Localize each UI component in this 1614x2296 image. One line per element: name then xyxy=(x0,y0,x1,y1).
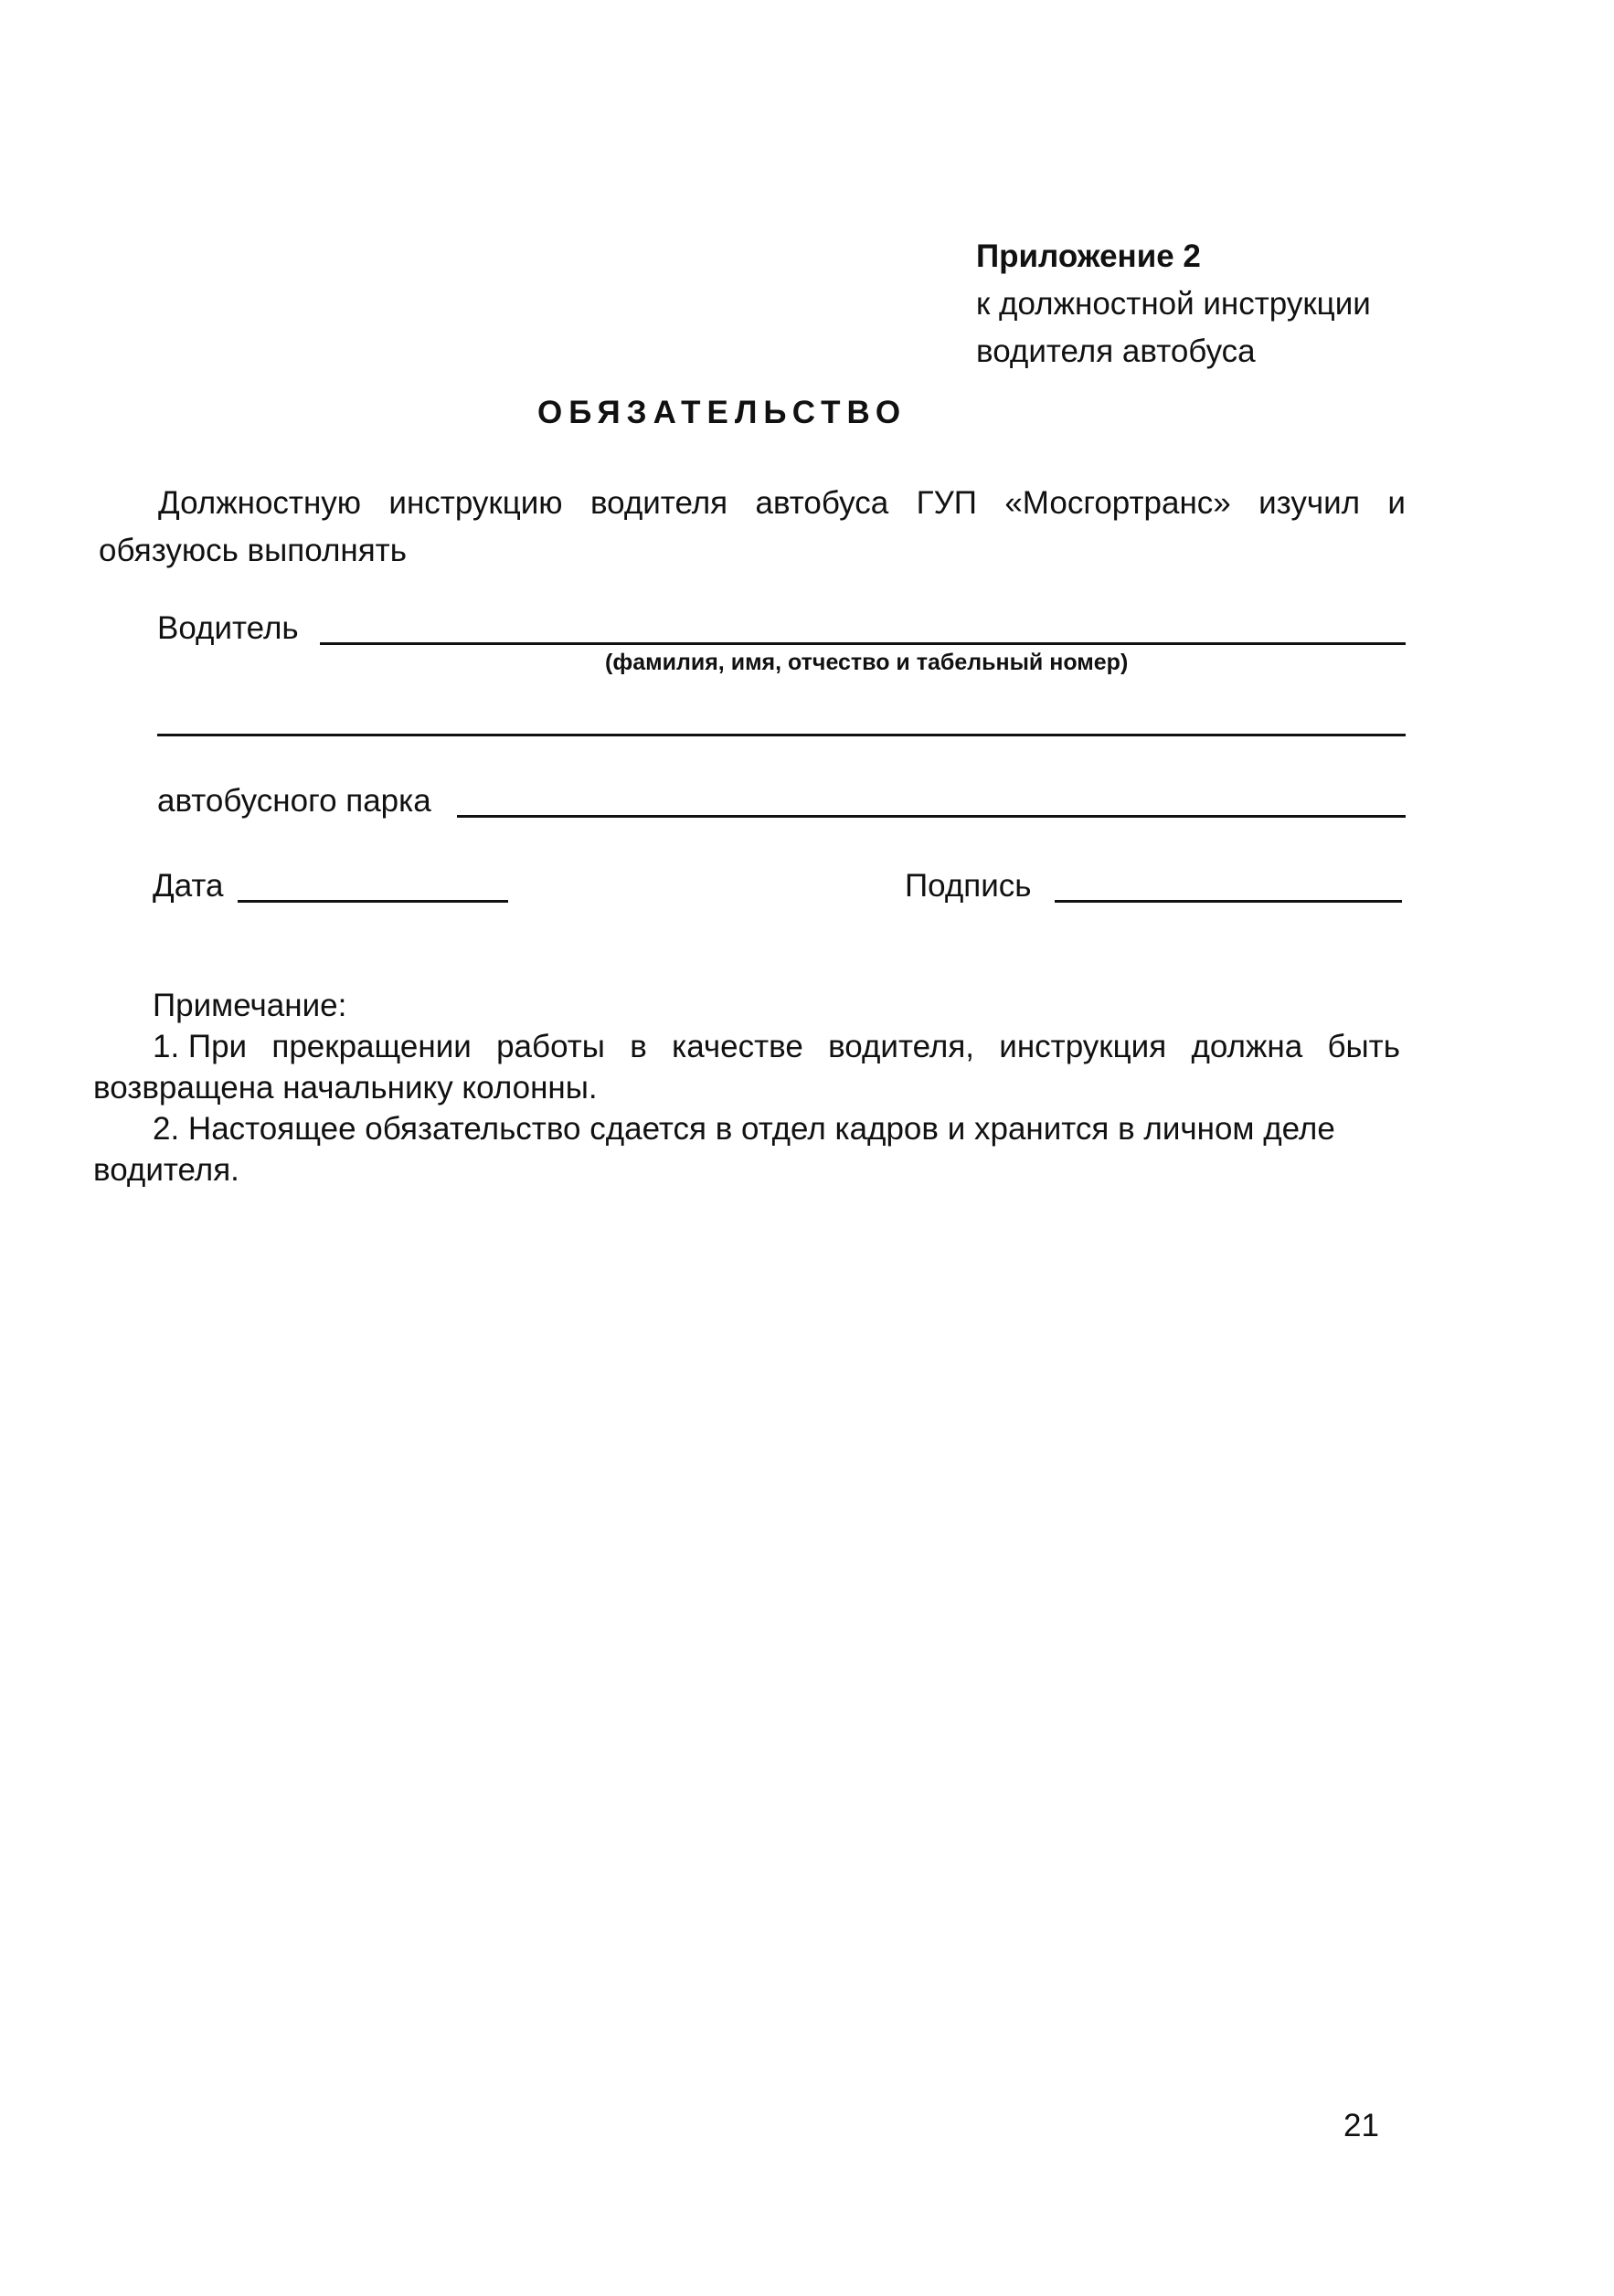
note-2-line-1: 2. Настоящее обязательство сдается в отдел кадров и хранится в личном деле xyxy=(153,1111,1335,1147)
note-word: 1. При xyxy=(153,1029,248,1064)
driver-label: Водитель xyxy=(157,610,299,646)
note-2-line-2: водителя. xyxy=(93,1152,239,1188)
note-word: в xyxy=(630,1029,647,1064)
page-number: 21 xyxy=(1343,2108,1379,2143)
intro-paragraph xyxy=(99,480,1406,575)
intro-word: изучил xyxy=(1258,485,1361,521)
note-word: должна xyxy=(1191,1029,1303,1064)
driver-continuation-line[interactable] xyxy=(157,734,1406,736)
appendix-line-2: водителя автобуса xyxy=(976,333,1256,369)
park-line[interactable] xyxy=(457,815,1406,818)
date-label: Дата xyxy=(153,868,224,904)
appendix-title: Приложение 2 xyxy=(976,238,1201,274)
note-1-line-2: возвращена начальнику колонны. xyxy=(93,1070,598,1106)
note-word: качестве xyxy=(672,1029,803,1064)
note-word: работы xyxy=(496,1029,605,1064)
intro-word: автобуса xyxy=(755,485,889,521)
intro-word: водителя xyxy=(589,485,728,521)
driver-name-line[interactable] xyxy=(320,642,1406,645)
notes-heading: Примечание: xyxy=(153,988,347,1023)
signature-label: Подпись xyxy=(905,868,1032,904)
note-1-line-1 xyxy=(93,1026,1400,1067)
intro-word: и xyxy=(1387,485,1406,521)
intro-line-1 xyxy=(99,480,1406,527)
intro-word: «Мосгортранс» xyxy=(1004,485,1231,521)
appendix-line-1: к должностной инструкции xyxy=(976,286,1371,322)
appendix-block xyxy=(976,233,1371,376)
note-word: инструкция xyxy=(999,1029,1167,1064)
park-label: автобусного парка xyxy=(157,783,431,819)
driver-hint: (фамилия, имя, отчество и табельный номер) xyxy=(605,650,1129,675)
document-title: ОБЯЗАТЕЛЬСТВО xyxy=(537,395,908,430)
signature-line[interactable] xyxy=(1055,900,1402,903)
intro-word: Должностную xyxy=(158,485,362,521)
note-word: быть xyxy=(1327,1029,1400,1064)
note-word: прекращении xyxy=(271,1029,472,1064)
date-line[interactable] xyxy=(238,900,508,903)
intro-word: ГУП xyxy=(916,485,977,521)
intro-word: инструкцию xyxy=(388,485,563,521)
notes-block xyxy=(93,985,1400,1190)
note-word: водителя, xyxy=(828,1029,975,1064)
intro-line-2: обязуюсь выполнять xyxy=(99,533,407,568)
